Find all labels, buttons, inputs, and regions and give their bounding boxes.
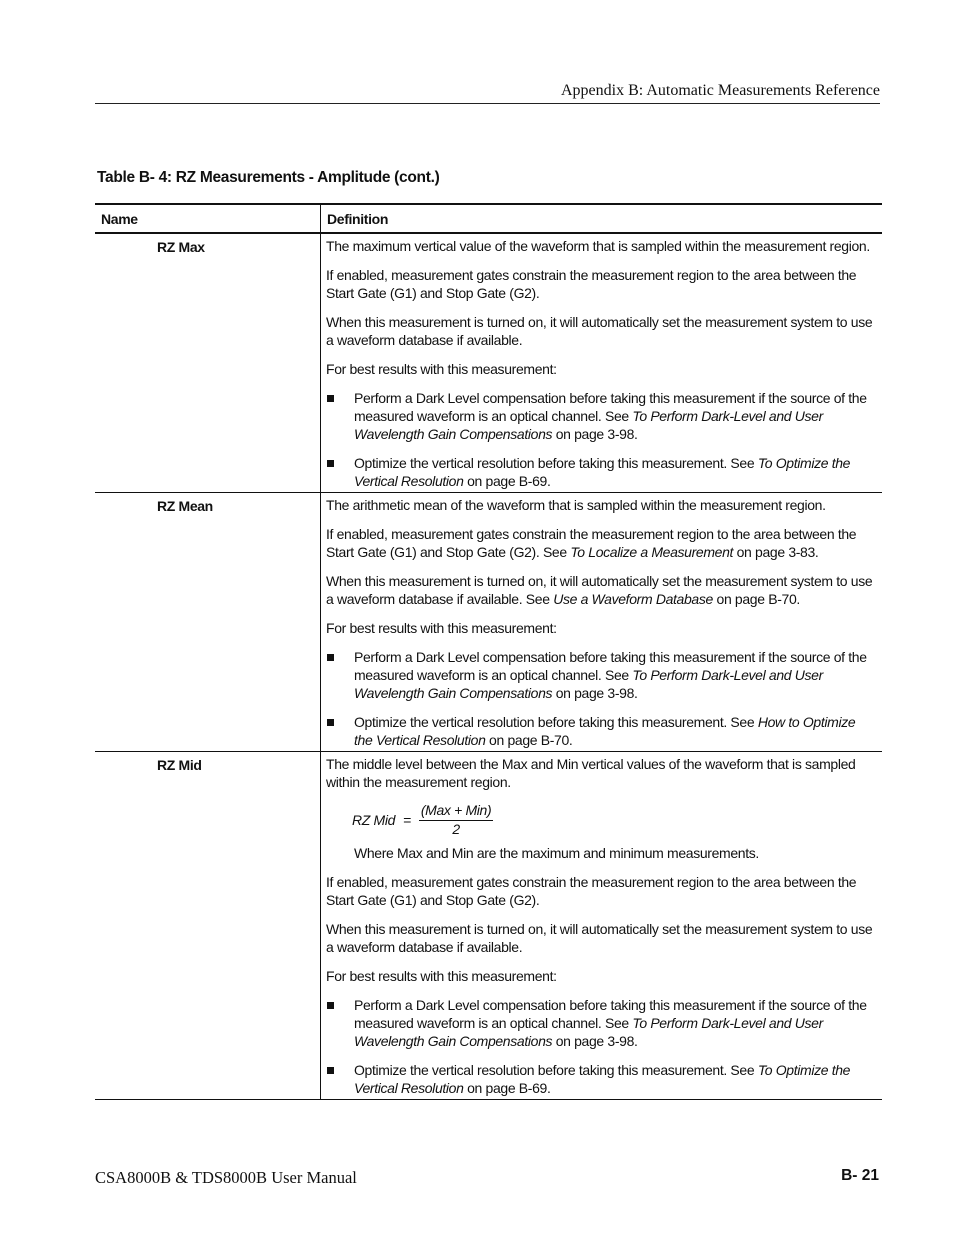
table-header-row (95, 204, 882, 233)
definition-paragraph: When this measurement is turned on, it will automatically set the measurement system to use a waveform database if available. (326, 314, 873, 348)
definition-paragraph: The middle level between the Max and Min vertical values of the waveform that is sampled within the measurement region. (326, 756, 856, 790)
formula-fraction (419, 802, 493, 838)
bullet-square-icon (327, 1002, 334, 1009)
bullet-item: Optimize the vertical resolution before taking this measurement. See To Optimize the Vertical Resolution on page B-69. (326, 1061, 876, 1097)
bullet-square-icon (327, 719, 334, 726)
cross-reference: How to Optimize the Vertical Resolution (354, 714, 856, 748)
formula-numerator: (Max + Min) (419, 802, 493, 821)
definition-paragraph: If enabled, measurement gates constrain the measurement region to the area between the Start Gate (G1) and Stop Gate (G2). See To Localize a Measurement on page 3-83. (326, 526, 857, 560)
table-caption: Table B- 4: RZ Measurements - Amplitude (cont.) (97, 169, 440, 186)
definition-paragraph: The arithmetic mean of the waveform that is sampled within the measurement region. (326, 497, 826, 513)
column-header-name: Name (95, 204, 321, 233)
definition-paragraph: When this measurement is turned on, it will automatically set the measurement system to use a waveform database if available. (326, 921, 873, 955)
row-definition (321, 493, 883, 752)
bullet-square-icon (327, 460, 334, 467)
header-title: Appendix B: Automatic Measurements Reference (560, 82, 880, 99)
bullet-item: Optimize the vertical resolution before taking this measurement. See How to Optimize the Vertical Resolution on page B-70. (326, 713, 876, 749)
footer-page-number: B- 21 (841, 1167, 879, 1184)
cross-reference: To Perform Dark-Level and User Wavelength Gain Compensations (354, 667, 823, 701)
table-row (95, 493, 882, 752)
page-header (95, 82, 880, 104)
rz-mid-formula (352, 802, 876, 838)
bullet-item: Perform a Dark Level compensation before taking this measurement if the source of the measured waveform is an optical channel. See To Perform Dark-Level and User Wavelength Gain Compensations on page 3-98. (326, 389, 876, 443)
bullet-square-icon (327, 1067, 334, 1074)
formula-equals: = (403, 812, 411, 828)
measurements-table (95, 203, 882, 1100)
cross-reference: To Optimize the Vertical Resolution (354, 1062, 851, 1096)
row-name: RZ Mid (157, 757, 202, 773)
cross-reference: Use a Waveform Database (553, 591, 713, 607)
row-definition (321, 233, 883, 493)
definition-paragraph: If enabled, measurement gates constrain the measurement region to the area between the Start Gate (G1) and Stop Gate (G2). (326, 874, 857, 908)
row-definition (321, 752, 883, 1100)
definition-paragraph: The maximum vertical value of the waveform that is sampled within the measurement region. (326, 238, 870, 254)
row-name: RZ Mean (157, 498, 213, 514)
formula-note: Where Max and Min are the maximum and minimum measurements. (354, 845, 759, 861)
definition-paragraph: If enabled, measurement gates constrain the measurement region to the area between the Start Gate (G1) and Stop Gate (G2). (326, 267, 857, 301)
definition-paragraph: When this measurement is turned on, it will automatically set the measurement system to use a waveform database if available. See Use a Waveform Database on page B-70. (326, 573, 873, 607)
table-row (95, 752, 882, 1100)
cross-reference: To Optimize the Vertical Resolution (354, 455, 851, 489)
definition-paragraph: For best results with this measurement: (326, 968, 557, 984)
cross-reference: To Localize a Measurement (570, 544, 734, 560)
cross-reference: To Perform Dark-Level and User Wavelength Gain Compensations (354, 1015, 823, 1049)
footer-manual-title: CSA8000B & TDS8000B User Manual (95, 1168, 357, 1187)
row-name: RZ Max (157, 239, 205, 255)
bullet-square-icon (327, 395, 334, 402)
bullet-item: Perform a Dark Level compensation before taking this measurement if the source of the measured waveform is an optical channel. See To Perform Dark-Level and User Wavelength Gain Compensations on page 3-98. (326, 996, 876, 1050)
bullet-item: Optimize the vertical resolution before taking this measurement. See To Optimize the Vertical Resolution on page B-69. (326, 454, 876, 490)
formula-denominator: 2 (452, 821, 460, 837)
table-row (95, 233, 882, 493)
bullet-item: Perform a Dark Level compensation before taking this measurement if the source of the measured waveform is an optical channel. See To Perform Dark-Level and User Wavelength Gain Compensations on page 3-98. (326, 648, 876, 702)
definition-paragraph: For best results with this measurement: (326, 361, 557, 377)
formula-lhs: RZ Mid (352, 812, 396, 828)
bullet-square-icon (327, 654, 334, 661)
cross-reference: To Perform Dark-Level and User Wavelength Gain Compensations (354, 408, 823, 442)
column-header-definition: Definition (321, 204, 883, 233)
definition-paragraph: For best results with this measurement: (326, 620, 557, 636)
